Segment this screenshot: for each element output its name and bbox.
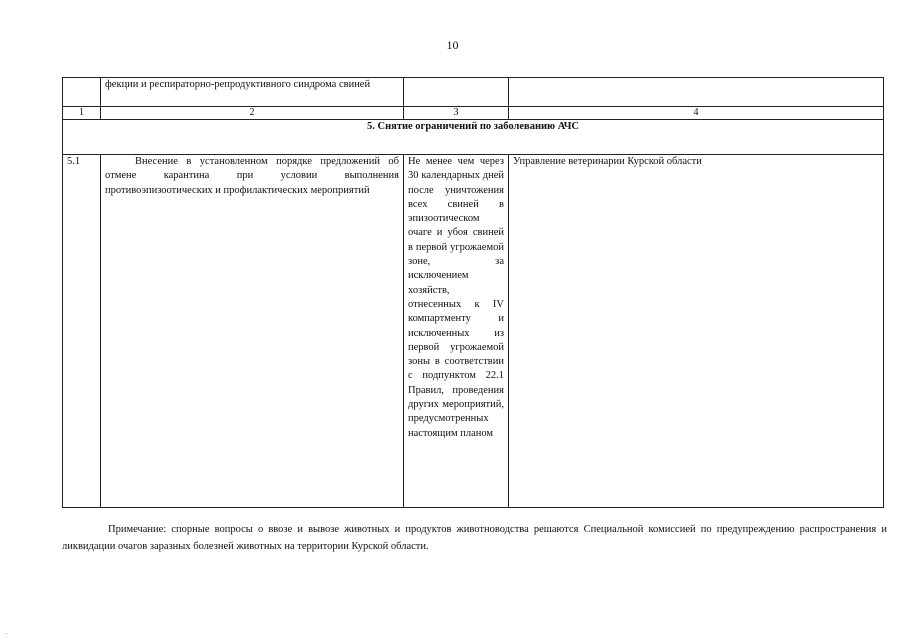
page-number: 10	[446, 38, 459, 52]
measures-table	[62, 77, 884, 508]
column-number: 3	[404, 107, 509, 120]
row-responsible: Управление ветеринарии Курской области	[509, 155, 884, 508]
column-number: 1	[63, 107, 101, 120]
section-title: 5. Снятие ограничений по заболеванию АЧС	[63, 120, 884, 155]
table-row	[63, 155, 884, 508]
continuation-text: фекции и респираторно-репродуктивного синдрома свиней	[101, 78, 404, 107]
scan-mark: ...	[4, 630, 9, 636]
column-number: 2	[101, 107, 404, 120]
column-number: 4	[509, 107, 884, 120]
table-row-continuation	[63, 78, 884, 107]
table-cell-empty	[404, 78, 509, 107]
column-number-row	[63, 107, 884, 120]
row-deadline: Не менее чем через 30 календарных дней после уничтожения всех свиней в эпизоотическом очаге и убоя свиней в первой угрожаемой зоне, за исключением хозяйств, отнесенных к IV компартменту и исключенных из первой угрожаемой зоны в соответствии с подпунктом 22.1 Правил, проведения других мероприятий, предусмотренных настоящим планом	[404, 155, 509, 508]
table-cell-empty	[509, 78, 884, 107]
table-cell-empty	[63, 78, 101, 107]
row-number: 5.1	[63, 155, 101, 508]
row-action: Внесение в установленном порядке предложений об отмене карантина при условии выполнения противоэпизоотических и профилактических мероприятий	[101, 155, 404, 508]
footnote: Примечание: спорные вопросы о ввозе и вывозе животных и продуктов животноводства решаются Специальной комиссией по предупреждению распространения и ликвидации очагов заразных болезней животных на территории Курской области.	[62, 524, 887, 552]
section-header-row	[63, 120, 884, 155]
